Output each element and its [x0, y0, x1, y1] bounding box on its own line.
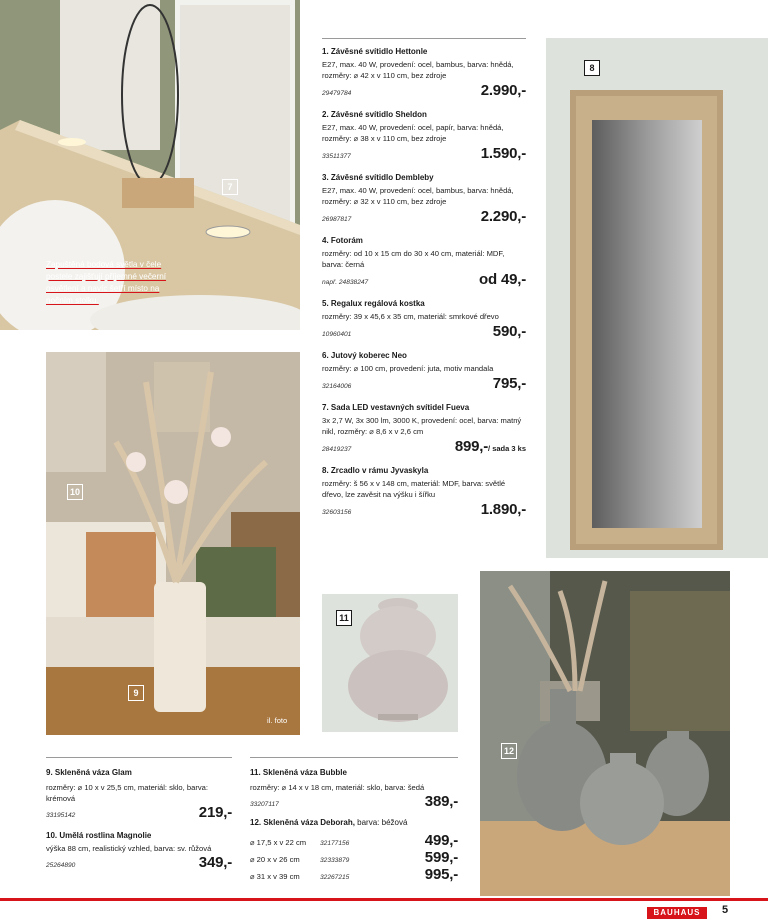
product-item — [250, 817, 458, 883]
variant-size: ⌀ 31 x v 39 cm — [250, 872, 300, 881]
photo-badge-11: 11 — [336, 610, 352, 626]
photo-bubble-vase — [322, 594, 458, 732]
product-price: 1.590,- — [480, 145, 526, 162]
product-code: 32603156 — [322, 509, 352, 516]
product-code: např. 24838247 — [322, 279, 369, 286]
product-price: 899,- — [454, 438, 489, 455]
bottom-right-rule — [250, 757, 458, 758]
product-title: 2. Závěsné svítidlo Sheldon — [322, 110, 427, 119]
product-price: 2.990,- — [480, 82, 526, 99]
product-title: 4. Fotorám — [322, 236, 363, 245]
page-number: 5 — [722, 904, 729, 916]
photo-badge-12: 12 — [501, 743, 517, 759]
product-unit: / sada 3 ks — [488, 444, 526, 453]
product-desc: rozměry: ⌀ 10 x v 25,5 cm, materiál: sklo, barva: krémová — [46, 783, 208, 803]
product-code: 29479784 — [322, 90, 352, 97]
product-title: 8. Zrcadlo v rámu Jyvaskyla — [322, 466, 429, 475]
product-price: 590,- — [492, 323, 526, 340]
product-code: 33511377 — [322, 153, 351, 160]
product-code: 10960401 — [322, 331, 352, 338]
product-price: 2.290,- — [480, 208, 526, 225]
product-desc: E27, max. 40 W, provedení: ocel, bambus, barva: hnědá, rozměry: ⌀ 42 x v 110 cm, bez zdroje — [322, 60, 514, 80]
mirror-illustration — [546, 38, 768, 558]
product-code: 33195142 — [46, 812, 76, 819]
product-title: 6. Jutový koberec Neo — [322, 351, 407, 360]
product-desc: rozměry: od 10 x 15 cm do 30 x 40 cm, materiál: MDF, barva: černá — [322, 249, 505, 269]
product-desc: 3x 2,7 W, 3x 300 lm, 3000 K, provedení: ocel, barva: matný nikl, rozměry: ⌀ 8,6 x v 2,6 cm — [322, 416, 522, 436]
product-title: 10. Umělá rostlina Magnolie — [46, 831, 152, 840]
product-desc: rozměry: š 56 x v 148 cm, materiál: MDF, barva: světlé dřevo, lze zavěsit na výšku i šířku — [322, 479, 506, 499]
bottom-left-rule — [46, 757, 232, 758]
photo-badge-7: 7 — [222, 179, 238, 195]
photo-badge-9: 9 — [128, 685, 144, 701]
top-rule — [322, 38, 526, 39]
product-code: 28419237 — [322, 446, 352, 453]
product-desc: rozměry: ⌀ 100 cm, provedení: juta, motiv mandala — [322, 364, 494, 373]
product-title: 9. Skleněná váza Glam — [46, 768, 132, 777]
product-desc: výška 88 cm, realistický vzhled, barva: sv. růžová — [46, 844, 212, 853]
product-item — [322, 350, 526, 393]
product-code: 25264890 — [46, 862, 76, 869]
product-item — [322, 172, 526, 226]
product-title: 7. Sada LED vestavných svítidel Fueva — [322, 403, 470, 412]
product-desc: E27, max. 40 W, provedení: ocel, bambus, barva: hnědá, rozměry: ⌀ 32 x v 110 cm, bez zdroje — [322, 186, 514, 206]
product-item — [250, 767, 458, 811]
photo-badge-8: 8 — [584, 60, 600, 76]
photo-bedroom — [0, 0, 300, 330]
footer-accent-line — [0, 898, 768, 901]
product-item — [322, 298, 526, 341]
photo-livingroom — [46, 352, 300, 735]
variant-size: ⌀ 17,5 x v 22 cm — [250, 838, 307, 847]
product-item — [46, 767, 232, 824]
product-price: 219,- — [198, 804, 232, 821]
product-price: 1.890,- — [480, 501, 526, 518]
product-title: 1. Závěsné svítidlo Hettonle — [322, 47, 428, 56]
deborah-vases-illustration — [480, 571, 730, 896]
product-item — [322, 109, 526, 163]
product-title: 5. Regalux regálová kostka — [322, 299, 425, 308]
variant-row — [250, 866, 458, 883]
product-item — [322, 235, 526, 289]
product-code: 32164006 — [322, 383, 352, 390]
bauhaus-logo: BAUHAUS — [647, 907, 707, 919]
product-title: 11. Skleněná váza Bubble — [250, 768, 347, 777]
product-item — [322, 46, 526, 100]
variant-price: 599,- — [424, 849, 458, 866]
product-desc: E27, max. 40 W, provedení: ocel, papír, barva: hnědá, rozměry: ⌀ 38 x v 110 cm, bez zdroje — [322, 123, 504, 143]
livingroom-illustration — [46, 352, 300, 735]
product-title-suffix: barva: béžová — [354, 818, 408, 827]
variant-price: 995,- — [424, 866, 458, 883]
variant-size: ⌀ 20 x v 26 cm — [250, 855, 300, 864]
product-price: 389,- — [424, 793, 458, 810]
variant-row — [250, 849, 458, 866]
product-price: 349,- — [198, 854, 232, 871]
product-item — [322, 465, 526, 519]
product-title: 3. Závěsné svítidlo Dembleby — [322, 173, 434, 182]
product-price: 795,- — [492, 375, 526, 392]
product-item — [46, 830, 232, 872]
bedroom-caption: Zapuštěná bodová světla v čele postele zajišťují příjemné večerní osvětlení a navíc šetří místo na nočním stolku. — [46, 260, 167, 305]
product-code: 26987817 — [322, 216, 352, 223]
variant-code: 32267215 — [320, 874, 350, 881]
variant-code: 32177156 — [320, 840, 350, 847]
photo-note: il. foto — [267, 716, 288, 725]
product-item — [322, 402, 526, 456]
photo-mirror — [546, 38, 768, 558]
product-list — [322, 46, 526, 528]
bottom-right-list — [250, 767, 458, 883]
product-desc: rozměry: 39 x 45,6 x 35 cm, materiál: smrkové dřevo — [322, 312, 499, 321]
product-title: 12. Skleněná váza Deborah, — [250, 818, 355, 827]
variant-row — [250, 832, 458, 849]
photo-badge-10: 10 — [67, 484, 83, 500]
photo-deborah-vases — [480, 571, 730, 896]
product-code: 33207117 — [250, 801, 279, 808]
variant-code: 32333879 — [320, 857, 350, 864]
product-price: od 49,- — [479, 271, 526, 288]
variant-price: 499,- — [424, 832, 458, 849]
product-desc: rozměry: ⌀ 14 x v 18 cm, materiál: sklo, barva: šedá — [250, 783, 425, 792]
bottom-left-list — [46, 767, 232, 872]
